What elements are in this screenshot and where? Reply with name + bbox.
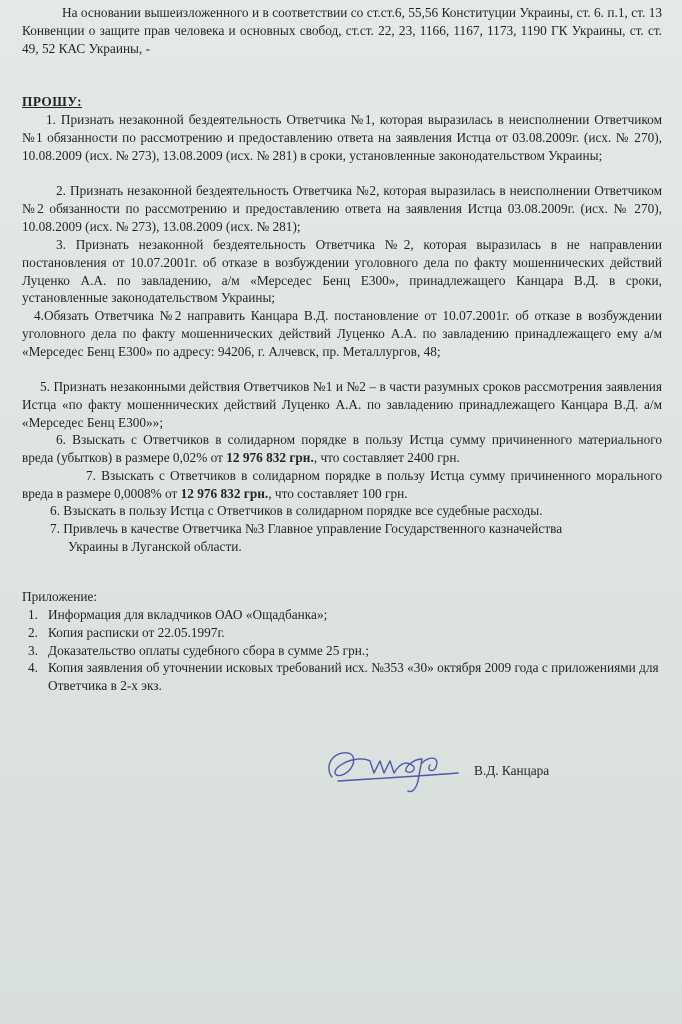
attachment-item: 1. Информация для вкладчиков ОАО «Ощадбанка»; bbox=[28, 607, 328, 622]
attachment-item: 4. Копия заявления об уточнении исковых требований исх. №353 «30» октября 2009 года с приложениями для Ответчика в 2-х экз. bbox=[28, 660, 659, 694]
request-item-7-defendant-line1: 7. Привлечь в качестве Ответчика №3 Главное управление Государственного казначейства bbox=[50, 521, 563, 536]
amount-material: 12 976 832 грн. bbox=[226, 449, 314, 465]
attachments-title: Приложение: bbox=[22, 589, 98, 604]
attachment-item: 2. Копия расписки от 22.05.1997г. bbox=[28, 624, 225, 640]
request-item-3: 3. Признать незаконной бездеятельность Ответчика №2, которая выразилась в не направлении постановления от 10.07.2001г. об отказе в возбуждении уголовного дела по факту мошеннических действий Луценко А.А. по завладению, а/м «Мерседес Бенц Е300», принадлежащего Канцара В.Д. в сроки, установленные законодательством Украины; bbox=[22, 237, 662, 306]
signer-name: В.Д. Канцара bbox=[474, 763, 550, 778]
request-item-6-costs: 6. Взыскать в пользу Истца с Ответчиков в солидарном порядке все судебные расходы. bbox=[50, 503, 543, 518]
request-item-2: 2. Признать незаконной бездеятельность Ответчика №2, которая выразилась в неисполнении Ответчиком №2 обязанности по рассмотрению и предоставлению ответа на заявления Истца 03.08.2009г. (исх. № 270), 10.08.2009 (исх. № 273), 13.08.2009 (исх. № 281); bbox=[22, 183, 662, 234]
handwritten-signature bbox=[318, 737, 468, 799]
intro-paragraph: На основании вышеизложенного и в соответствии со ст.ст.6, 55,56 Конституции Украины, ст. 6. п.1, ст. 13 Конвенции о защите прав человека и основных свобод, ст.ст. 22, 23, 1166, 1167, 1173, 1190 ГК Украины, ст. ст. 49, 52 КАС Украины, - bbox=[22, 5, 662, 56]
amount-moral: 12 976 832 грн. bbox=[180, 485, 269, 501]
attachments-list bbox=[14, 606, 664, 695]
request-item-1: 1. Признать незаконной бездеятельность Ответчика №1, которая выразилась в неисполнении Ответчиком №1 обязанности по рассмотрению и предоставлению ответа на заявления Истца от 03.08.2009г. (исх. № 270), 10.08.2009 (исх. № 273), 13.08.2009 (исх. № 281) в сроки, установленные законодательством Украины; bbox=[22, 112, 662, 163]
request-item-5: 5. Признать незаконными действия Ответчиков №1 и №2 – в части разумных сроков рассмотрения заявления Истца «по факту мошеннических действий Луценко А.А. по завладению принадлежащего Канцара В.Д. а/м «Мерседес Бенц Е300»»; bbox=[22, 379, 662, 430]
request-item-7-moral: 7. Взыскать с Ответчиков в солидарном порядке в пользу Истца сумму причиненного морального вреда в размере 0,0008% от 12 976 832 грн., что составляет 100 грн. bbox=[22, 468, 662, 501]
request-item-6-material: 6. Взыскать с Ответчиков в солидарном порядке в пользу Истца сумму причиненного материального вреда (убытков) в размере 0,02% от 12 976 832 грн., что составляет 2400 грн. bbox=[22, 432, 662, 465]
request-item-4: 4.Обязать Ответчика №2 направить Канцара В.Д. постановление от 10.07.2001г. об отказе в возбуждении уголовного дела по факту мошеннических действий Луценко А.А. по завладению принадлежащего ему а/м «Мерседес Бенц Е300» по адресу: 94206, г. Алчевск, пр. Металлургов, 48; bbox=[22, 308, 662, 359]
attachment-item: 3. Доказательство оплаты судебного сбора в сумме 25 грн.; bbox=[28, 642, 369, 658]
heading-request: ПРОШУ: bbox=[22, 94, 83, 109]
request-item-7-defendant-line2: Украины в Луганской области. bbox=[68, 539, 242, 554]
